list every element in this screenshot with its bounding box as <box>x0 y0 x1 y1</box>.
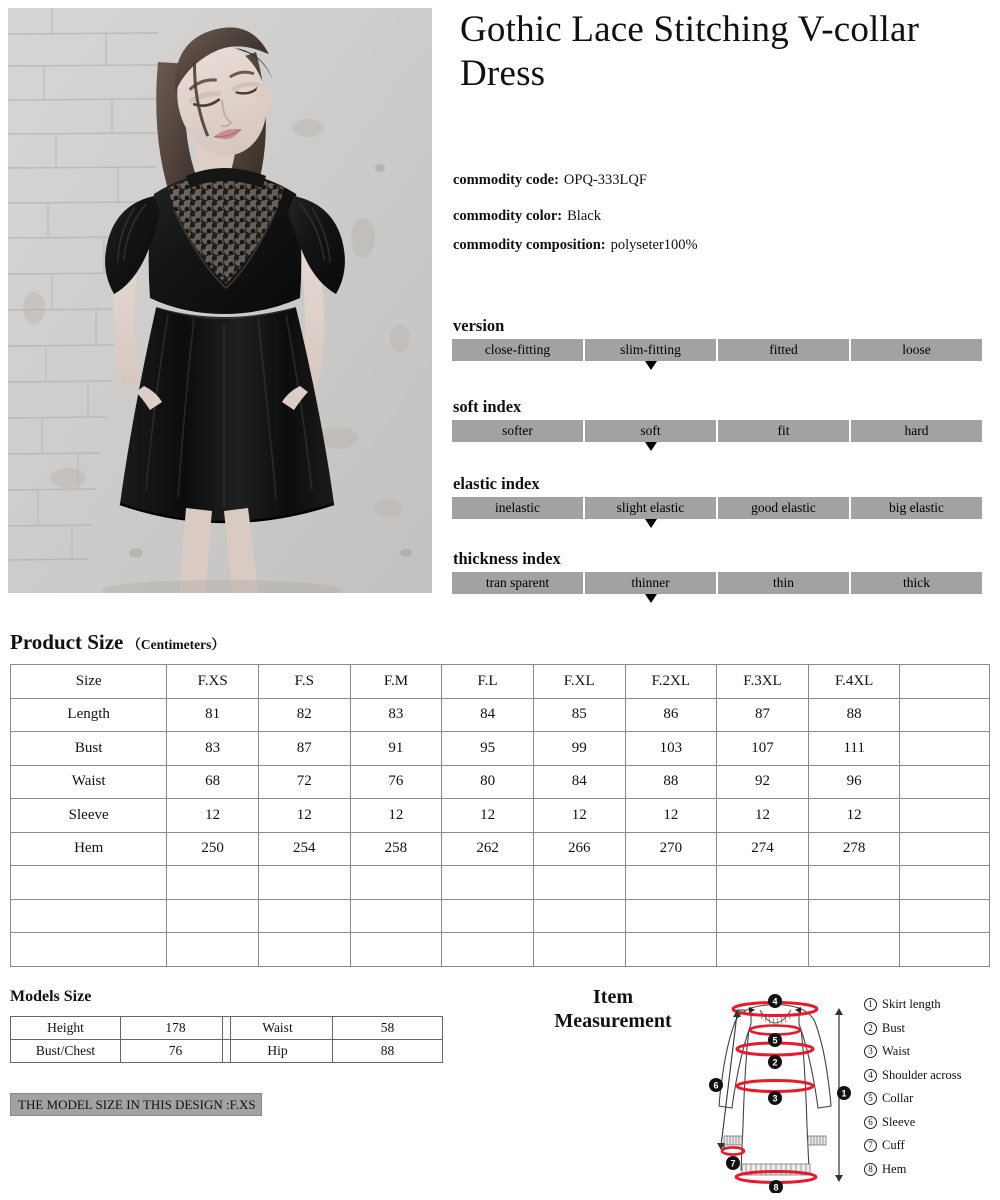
legend-label: Waist <box>882 1044 911 1059</box>
legend-number-icon: 3 <box>864 1045 877 1058</box>
table-header-cell: F.L <box>442 665 534 699</box>
table-row <box>11 832 990 866</box>
product-size-table <box>10 664 990 967</box>
meta-value: polyseter100% <box>610 237 698 253</box>
table-row <box>11 799 990 833</box>
page-title: Gothic Lace Stitching V-collar Dress <box>460 9 920 94</box>
model-size-banner: THE MODEL SIZE IN THIS DESIGN :F.XS <box>10 1093 262 1116</box>
row-label: Sleeve <box>11 799 167 833</box>
row-value: 12 <box>533 799 625 833</box>
table-header-row <box>11 665 990 699</box>
index-block-elastic <box>452 474 982 519</box>
table-header-cell: F.M <box>350 665 442 699</box>
row-value <box>808 933 900 967</box>
meta-commodity-code <box>453 172 647 189</box>
item-measurement-title-line2: Measurement <box>554 1009 672 1032</box>
row-value: 96 <box>808 765 900 799</box>
legend-label: Collar <box>882 1091 914 1106</box>
row-value: 81 <box>167 698 259 732</box>
row-value: 84 <box>533 765 625 799</box>
row-value <box>258 899 350 933</box>
legend-number-icon: 6 <box>864 1116 877 1129</box>
table-row-empty <box>11 899 990 933</box>
table-header-cell: F.XS <box>167 665 259 699</box>
models-value: 88 <box>333 1040 443 1063</box>
legend-label: Skirt length <box>882 997 941 1012</box>
models-size-table-left <box>10 1016 231 1063</box>
row-value: 86 <box>625 698 717 732</box>
meta-label: commodity composition: <box>453 237 606 253</box>
table-header-cell-empty <box>900 665 990 699</box>
legend-number-icon: 8 <box>864 1163 877 1176</box>
row-value: 111 <box>808 732 900 766</box>
table-row-empty <box>11 866 990 900</box>
item-measurement-diagram <box>694 988 856 1193</box>
legend-item-skirt-length <box>864 993 1000 1017</box>
row-value <box>717 866 809 900</box>
svg-text:3: 3 <box>772 1093 778 1104</box>
row-value-empty <box>900 899 990 933</box>
row-value: 107 <box>717 732 809 766</box>
row-value: 95 <box>442 732 534 766</box>
meta-commodity-composition <box>453 237 698 254</box>
row-value <box>167 933 259 967</box>
row-value: 250 <box>167 832 259 866</box>
row-value <box>167 899 259 933</box>
table-row <box>11 1040 231 1063</box>
row-value: 76 <box>350 765 442 799</box>
row-value: 82 <box>258 698 350 732</box>
models-key: Height <box>11 1017 121 1040</box>
index-cell[interactable]: softer <box>452 420 583 442</box>
row-value <box>442 933 534 967</box>
table-row <box>11 698 990 732</box>
row-value-empty <box>900 799 990 833</box>
row-value: 12 <box>442 799 534 833</box>
row-label: Waist <box>11 765 167 799</box>
index-cell-selected[interactable]: slim-fitting <box>585 339 716 361</box>
product-size-heading <box>10 630 225 655</box>
row-value <box>350 866 442 900</box>
models-key: Hip <box>223 1040 333 1063</box>
models-value: 178 <box>121 1017 231 1040</box>
index-title: thickness index <box>453 549 561 568</box>
row-value: 12 <box>167 799 259 833</box>
index-cell[interactable]: thick <box>851 572 982 594</box>
row-value: 72 <box>258 765 350 799</box>
models-key: Waist <box>223 1017 333 1040</box>
index-cell-selected[interactable]: slight elastic <box>585 497 716 519</box>
product-size-heading-text: Product Size <box>10 630 124 654</box>
row-value <box>258 866 350 900</box>
product-size-unit: （Centimeters） <box>127 637 225 652</box>
svg-text:8: 8 <box>773 1182 779 1193</box>
row-value: 12 <box>808 799 900 833</box>
models-key: Bust/Chest <box>11 1040 121 1063</box>
row-value: 270 <box>625 832 717 866</box>
index-cell[interactable]: fit <box>718 420 849 442</box>
legend-item-collar <box>864 1087 1000 1111</box>
index-cell[interactable]: loose <box>851 339 982 361</box>
row-value: 92 <box>717 765 809 799</box>
index-cell[interactable]: inelastic <box>452 497 583 519</box>
row-value-empty <box>900 732 990 766</box>
index-cell[interactable]: close-fitting <box>452 339 583 361</box>
row-value: 87 <box>717 698 809 732</box>
row-value <box>808 866 900 900</box>
index-title: elastic index <box>453 474 540 493</box>
table-header-cell: F.4XL <box>808 665 900 699</box>
row-value <box>533 866 625 900</box>
row-value: 88 <box>625 765 717 799</box>
row-value: 12 <box>717 799 809 833</box>
row-value: 12 <box>258 799 350 833</box>
row-label: Bust <box>11 732 167 766</box>
row-value: 80 <box>442 765 534 799</box>
table-header-cell: F.XL <box>533 665 625 699</box>
legend-item-waist <box>864 1040 1000 1064</box>
svg-text:7: 7 <box>730 1158 736 1169</box>
index-block-thickness <box>452 549 982 594</box>
index-cell[interactable]: tran sparent <box>452 572 583 594</box>
measure-cuff <box>722 1147 744 1154</box>
svg-text:1: 1 <box>841 1088 847 1099</box>
legend-label: Shoulder across <box>882 1067 962 1082</box>
legend-item-bust <box>864 1017 1000 1041</box>
row-value-empty <box>900 933 990 967</box>
row-label: Length <box>11 698 167 732</box>
index-block-soft <box>452 397 982 442</box>
row-value: 254 <box>258 832 350 866</box>
row-value-empty <box>900 698 990 732</box>
legend-label: Sleeve <box>882 1114 916 1129</box>
models-value: 58 <box>333 1017 443 1040</box>
row-label <box>11 933 167 967</box>
row-value: 84 <box>442 698 534 732</box>
index-block-version <box>452 316 982 361</box>
row-value <box>717 933 809 967</box>
legend-label: Bust <box>882 1020 905 1035</box>
row-value: 278 <box>808 832 900 866</box>
item-measurement-legend <box>864 993 1000 1181</box>
svg-text:6: 6 <box>713 1080 719 1091</box>
table-header-cell: Size <box>11 665 167 699</box>
index-cell-selected[interactable]: soft <box>585 420 716 442</box>
legend-number-icon: 2 <box>864 1022 877 1035</box>
meta-label: commodity color: <box>453 208 563 224</box>
index-bar <box>452 339 982 361</box>
legend-number-icon: 1 <box>864 998 877 1011</box>
index-bar <box>452 572 982 594</box>
row-value: 83 <box>167 732 259 766</box>
row-label: Hem <box>11 832 167 866</box>
row-value-empty <box>900 765 990 799</box>
legend-item-sleeve <box>864 1111 1000 1135</box>
svg-text:2: 2 <box>772 1057 778 1068</box>
index-cell[interactable]: thin <box>718 572 849 594</box>
legend-label: Hem <box>882 1161 907 1176</box>
table-row <box>11 1017 231 1040</box>
index-cell[interactable]: hard <box>851 420 982 442</box>
legend-item-hem <box>864 1158 1000 1182</box>
product-photo <box>8 8 432 593</box>
index-cell-selected[interactable]: thinner <box>585 572 716 594</box>
legend-number-icon: 5 <box>864 1092 877 1105</box>
table-row <box>11 765 990 799</box>
item-measurement-title-line1: Item <box>593 986 633 1008</box>
row-value <box>717 899 809 933</box>
row-value: 274 <box>717 832 809 866</box>
legend-number-icon: 7 <box>864 1139 877 1152</box>
table-header-cell: F.3XL <box>717 665 809 699</box>
index-title: version <box>453 316 505 335</box>
row-value <box>625 933 717 967</box>
legend-item-cuff <box>864 1134 1000 1158</box>
meta-commodity-color <box>453 208 601 225</box>
row-value <box>442 866 534 900</box>
product-photo-illustration <box>8 8 432 593</box>
models-size-table-right <box>222 1016 443 1063</box>
row-value: 266 <box>533 832 625 866</box>
legend-number-icon: 4 <box>864 1069 877 1082</box>
meta-value: Black <box>567 208 601 224</box>
models-size-heading: Models Size <box>10 988 92 1005</box>
row-value <box>625 866 717 900</box>
table-header-cell: F.2XL <box>625 665 717 699</box>
row-value: 12 <box>350 799 442 833</box>
index-title: soft index <box>453 397 522 416</box>
models-value: 76 <box>121 1040 231 1063</box>
table-row <box>223 1017 443 1040</box>
meta-label: commodity code: <box>453 172 559 188</box>
row-label <box>11 899 167 933</box>
row-value: 12 <box>625 799 717 833</box>
row-value <box>258 933 350 967</box>
row-value <box>350 899 442 933</box>
row-value <box>625 899 717 933</box>
row-value-empty <box>900 832 990 866</box>
row-value <box>533 899 625 933</box>
index-cell[interactable]: fitted <box>718 339 849 361</box>
row-value: 99 <box>533 732 625 766</box>
row-value: 258 <box>350 832 442 866</box>
legend-item-shoulder-across <box>864 1064 1000 1088</box>
row-value <box>167 866 259 900</box>
row-value <box>533 933 625 967</box>
svg-text:4: 4 <box>772 996 778 1007</box>
index-cell[interactable]: good elastic <box>718 497 849 519</box>
legend-label: Cuff <box>882 1138 905 1153</box>
meta-value: OPQ-333LQF <box>563 172 647 188</box>
row-value <box>442 899 534 933</box>
index-bar <box>452 497 982 519</box>
table-row <box>223 1040 443 1063</box>
row-label <box>11 866 167 900</box>
table-row-empty <box>11 933 990 967</box>
row-value: 83 <box>350 698 442 732</box>
table-row <box>11 732 990 766</box>
dress-measurement-illustration <box>694 988 856 1193</box>
row-value: 262 <box>442 832 534 866</box>
row-value: 85 <box>533 698 625 732</box>
row-value: 87 <box>258 732 350 766</box>
index-bar <box>452 420 982 442</box>
row-value: 88 <box>808 698 900 732</box>
table-header-cell: F.S <box>258 665 350 699</box>
index-cell[interactable]: big elastic <box>851 497 982 519</box>
row-value: 91 <box>350 732 442 766</box>
item-measurement-title <box>528 986 698 1033</box>
row-value <box>350 933 442 967</box>
row-value-empty <box>900 866 990 900</box>
row-value <box>808 899 900 933</box>
row-value: 68 <box>167 765 259 799</box>
row-value: 103 <box>625 732 717 766</box>
svg-text:5: 5 <box>772 1035 778 1046</box>
